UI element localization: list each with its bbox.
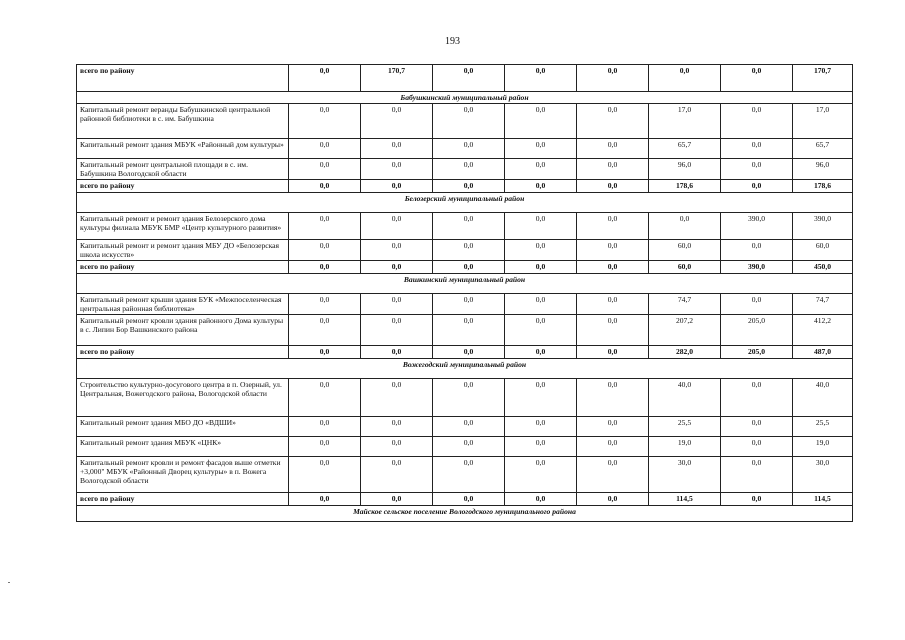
value-cell: 0,0 xyxy=(289,240,361,261)
value-cell: 25,5 xyxy=(649,417,721,437)
value-cell: 0,0 xyxy=(721,437,793,457)
value-cell: 96,0 xyxy=(649,159,721,180)
value-cell: 0,0 xyxy=(289,159,361,180)
total-label: всего по району xyxy=(77,493,289,506)
value-cell: 25,5 xyxy=(793,417,853,437)
value-cell: 390,0 xyxy=(721,213,793,240)
value-cell: 0,0 xyxy=(577,180,649,193)
item-name: Строительство культурно-досугового центра в п. Озерный, ул. Центральная, Вожегодского района, Вологодской области xyxy=(77,379,289,417)
value-cell: 0,0 xyxy=(577,240,649,261)
value-cell: 0,0 xyxy=(721,65,793,92)
value-cell: 0,0 xyxy=(577,493,649,506)
value-cell: 0,0 xyxy=(433,417,505,437)
value-cell: 0,0 xyxy=(361,379,433,417)
value-cell: 0,0 xyxy=(577,437,649,457)
table-row xyxy=(77,379,853,417)
total-label: всего по району xyxy=(77,261,289,274)
value-cell: 0,0 xyxy=(361,240,433,261)
total-label: всего по району xyxy=(77,180,289,193)
value-cell: 0,0 xyxy=(721,457,793,493)
item-name: Капитальный ремонт здания МБУК «ЦНК» xyxy=(77,437,289,457)
value-cell: 0,0 xyxy=(361,346,433,359)
value-cell: 0,0 xyxy=(505,457,577,493)
scan-mark xyxy=(8,582,10,583)
value-cell: 0,0 xyxy=(433,457,505,493)
value-cell: 0,0 xyxy=(361,294,433,315)
value-cell: 0,0 xyxy=(433,261,505,274)
value-cell: 0,0 xyxy=(361,457,433,493)
budget-table xyxy=(76,64,853,522)
value-cell: 0,0 xyxy=(361,437,433,457)
value-cell: 19,0 xyxy=(793,437,853,457)
value-cell: 0,0 xyxy=(721,104,793,139)
value-cell: 74,7 xyxy=(649,294,721,315)
item-name: Капитальный ремонт кровли здания районного Дома культуры в с. Липин Бор Вашкинского района xyxy=(77,315,289,346)
value-cell: 0,0 xyxy=(577,417,649,437)
value-cell: 0,0 xyxy=(289,213,361,240)
value-cell: 0,0 xyxy=(721,493,793,506)
total-label: всего по району xyxy=(77,346,289,359)
table-row xyxy=(77,240,853,261)
value-cell: 0,0 xyxy=(289,346,361,359)
value-cell: 0,0 xyxy=(361,104,433,139)
value-cell: 0,0 xyxy=(505,213,577,240)
value-cell: 170,7 xyxy=(793,65,853,92)
value-cell: 0,0 xyxy=(361,159,433,180)
value-cell: 0,0 xyxy=(577,261,649,274)
value-cell: 0,0 xyxy=(505,315,577,346)
section-header-row xyxy=(77,359,853,379)
value-cell: 0,0 xyxy=(433,65,505,92)
value-cell: 0,0 xyxy=(721,417,793,437)
value-cell: 0,0 xyxy=(577,159,649,180)
value-cell: 0,0 xyxy=(289,437,361,457)
item-name: Капитальный ремонт кровли и ремонт фасадов выше отметки +3,000" МБУК «Районный Дворец культуры» в п. Вожега Вологодской области xyxy=(77,457,289,493)
total-label: всего по району xyxy=(77,65,289,92)
value-cell: 0,0 xyxy=(433,379,505,417)
value-cell: 0,0 xyxy=(577,457,649,493)
value-cell: 0,0 xyxy=(289,65,361,92)
table-row xyxy=(77,457,853,493)
section-title: Вашкинский муниципальный район xyxy=(77,274,853,294)
value-cell: 0,0 xyxy=(721,159,793,180)
value-cell: 17,0 xyxy=(793,104,853,139)
value-cell: 0,0 xyxy=(289,139,361,159)
value-cell: 0,0 xyxy=(577,379,649,417)
value-cell: 390,0 xyxy=(721,261,793,274)
value-cell: 0,0 xyxy=(361,315,433,346)
value-cell: 0,0 xyxy=(433,240,505,261)
value-cell: 0,0 xyxy=(649,65,721,92)
value-cell: 0,0 xyxy=(361,139,433,159)
value-cell: 0,0 xyxy=(433,180,505,193)
value-cell: 0,0 xyxy=(361,213,433,240)
item-name: Капитальный ремонт здания МБУК «Районный дом культуры» xyxy=(77,139,289,159)
value-cell: 0,0 xyxy=(505,379,577,417)
value-cell: 65,7 xyxy=(649,139,721,159)
value-cell: 0,0 xyxy=(505,493,577,506)
value-cell: 0,0 xyxy=(505,346,577,359)
value-cell: 0,0 xyxy=(289,104,361,139)
value-cell: 60,0 xyxy=(793,240,853,261)
value-cell: 30,0 xyxy=(793,457,853,493)
value-cell: 170,7 xyxy=(361,65,433,92)
value-cell: 0,0 xyxy=(721,180,793,193)
value-cell: 0,0 xyxy=(577,104,649,139)
value-cell: 178,6 xyxy=(793,180,853,193)
value-cell: 0,0 xyxy=(577,294,649,315)
value-cell: 0,0 xyxy=(361,493,433,506)
value-cell: 0,0 xyxy=(649,213,721,240)
table-row xyxy=(77,104,853,139)
value-cell: 390,0 xyxy=(793,213,853,240)
table-row xyxy=(77,417,853,437)
value-cell: 0,0 xyxy=(505,180,577,193)
value-cell: 0,0 xyxy=(289,417,361,437)
value-cell: 17,0 xyxy=(649,104,721,139)
section-header-row xyxy=(77,506,853,522)
value-cell: 412,2 xyxy=(793,315,853,346)
section-title: Бабушкинский муниципальный район xyxy=(77,92,853,104)
value-cell: 178,6 xyxy=(649,180,721,193)
item-name: Капитальный ремонт центральной площади в с. им. Бабушкина Вологодской области xyxy=(77,159,289,180)
value-cell: 0,0 xyxy=(433,104,505,139)
value-cell: 0,0 xyxy=(505,437,577,457)
value-cell: 0,0 xyxy=(361,180,433,193)
table-row xyxy=(77,315,853,346)
value-cell: 0,0 xyxy=(433,493,505,506)
item-name: Капитальный ремонт и ремонт здания МБУ ДО «Белозерская школа искусств» xyxy=(77,240,289,261)
value-cell: 487,0 xyxy=(793,346,853,359)
table-row xyxy=(77,213,853,240)
value-cell: 0,0 xyxy=(577,139,649,159)
table-row xyxy=(77,294,853,315)
value-cell: 65,7 xyxy=(793,139,853,159)
value-cell: 205,0 xyxy=(721,346,793,359)
value-cell: 96,0 xyxy=(793,159,853,180)
value-cell: 0,0 xyxy=(577,315,649,346)
value-cell: 0,0 xyxy=(721,294,793,315)
table-row xyxy=(77,437,853,457)
value-cell: 0,0 xyxy=(577,213,649,240)
value-cell: 40,0 xyxy=(793,379,853,417)
value-cell: 0,0 xyxy=(505,159,577,180)
value-cell: 0,0 xyxy=(289,294,361,315)
value-cell: 0,0 xyxy=(505,294,577,315)
value-cell: 0,0 xyxy=(289,493,361,506)
section-title: Белозерский муниципальный район xyxy=(77,193,853,213)
item-name: Капитальный ремонт здания МБО ДО «ВДШИ» xyxy=(77,417,289,437)
value-cell: 0,0 xyxy=(289,315,361,346)
value-cell: 0,0 xyxy=(433,294,505,315)
value-cell: 0,0 xyxy=(433,346,505,359)
value-cell: 0,0 xyxy=(433,213,505,240)
value-cell: 0,0 xyxy=(577,346,649,359)
district-total-row xyxy=(77,261,853,274)
value-cell: 0,0 xyxy=(721,139,793,159)
section-header-row xyxy=(77,274,853,294)
table-body xyxy=(77,65,853,522)
value-cell: 0,0 xyxy=(433,437,505,457)
value-cell: 0,0 xyxy=(505,240,577,261)
section-title: Майское сельское поселение Вологодского муниципального района xyxy=(77,506,853,522)
section-header-row xyxy=(77,92,853,104)
value-cell: 205,0 xyxy=(721,315,793,346)
district-total-row xyxy=(77,65,853,92)
value-cell: 0,0 xyxy=(577,65,649,92)
value-cell: 0,0 xyxy=(505,139,577,159)
section-title: Вожегодский муниципальный район xyxy=(77,359,853,379)
value-cell: 0,0 xyxy=(721,240,793,261)
value-cell: 0,0 xyxy=(721,379,793,417)
table-row xyxy=(77,159,853,180)
district-total-row xyxy=(77,346,853,359)
value-cell: 40,0 xyxy=(649,379,721,417)
value-cell: 0,0 xyxy=(289,261,361,274)
value-cell: 0,0 xyxy=(505,417,577,437)
value-cell: 282,0 xyxy=(649,346,721,359)
value-cell: 0,0 xyxy=(433,159,505,180)
value-cell: 0,0 xyxy=(505,65,577,92)
page-number: 193 xyxy=(445,36,460,47)
value-cell: 19,0 xyxy=(649,437,721,457)
table-row xyxy=(77,139,853,159)
value-cell: 30,0 xyxy=(649,457,721,493)
district-total-row xyxy=(77,180,853,193)
value-cell: 114,5 xyxy=(793,493,853,506)
value-cell: 0,0 xyxy=(433,315,505,346)
value-cell: 74,7 xyxy=(793,294,853,315)
section-header-row xyxy=(77,193,853,213)
value-cell: 0,0 xyxy=(361,417,433,437)
district-total-row xyxy=(77,493,853,506)
value-cell: 450,0 xyxy=(793,261,853,274)
value-cell: 0,0 xyxy=(289,457,361,493)
value-cell: 207,2 xyxy=(649,315,721,346)
item-name: Капитальный ремонт и ремонт здания Белозерского дома культуры филиала МБУК БМР «Центр культурного развития» xyxy=(77,213,289,240)
value-cell: 0,0 xyxy=(505,104,577,139)
value-cell: 0,0 xyxy=(505,261,577,274)
item-name: Капитальный ремонт крыши здания БУК «Межпоселенческая центральная районная библиотека» xyxy=(77,294,289,315)
value-cell: 60,0 xyxy=(649,261,721,274)
value-cell: 0,0 xyxy=(433,139,505,159)
value-cell: 60,0 xyxy=(649,240,721,261)
value-cell: 0,0 xyxy=(289,180,361,193)
item-name: Капитальный ремонт веранды Бабушкинской центральной районной библиотеки в с. им. Бабушкина xyxy=(77,104,289,139)
value-cell: 0,0 xyxy=(289,379,361,417)
value-cell: 114,5 xyxy=(649,493,721,506)
value-cell: 0,0 xyxy=(361,261,433,274)
